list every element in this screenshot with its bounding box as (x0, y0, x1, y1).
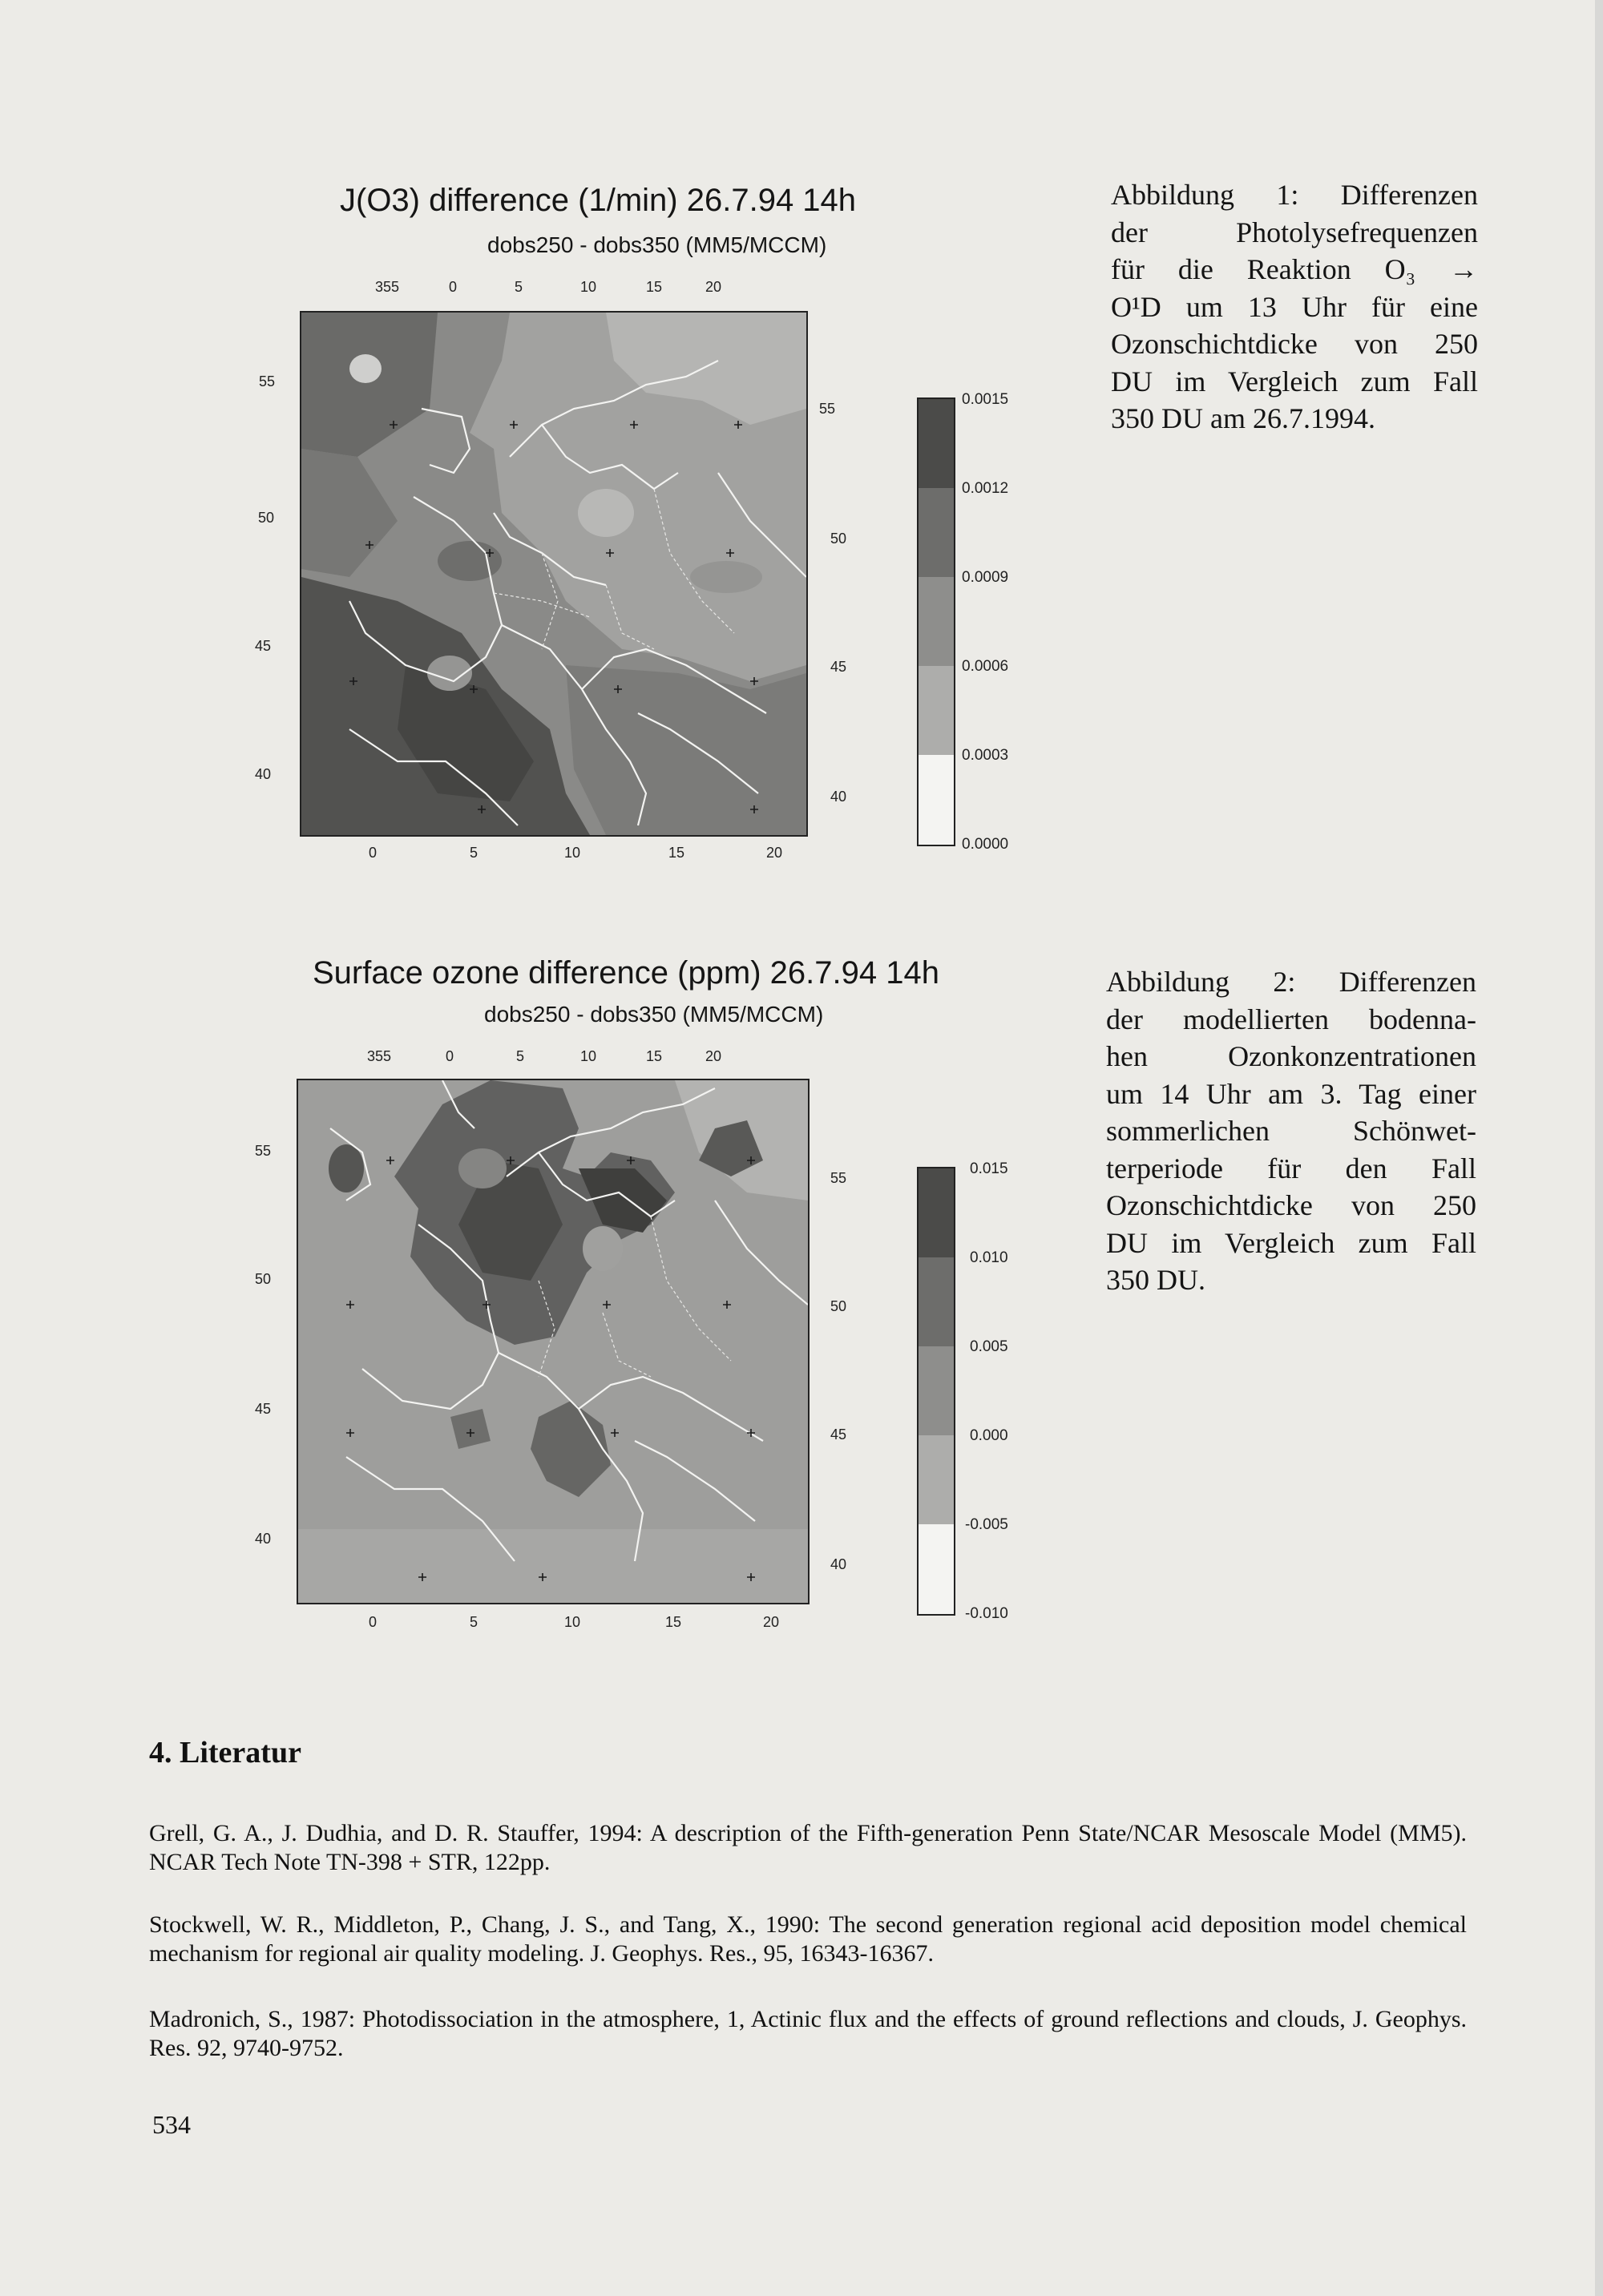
fig2-bottom-lon-tick: 15 (665, 1614, 682, 1630)
fig1-bottom-lon-tick: 0 (369, 845, 378, 861)
fig2-right-lat-tick: 45 (830, 1426, 847, 1443)
caption-line: 350 DU am 26.7.1994. (1111, 402, 1375, 434)
figure-2-subtitle: dobs250 - dobs350 (MM5/MCCM) (484, 1002, 824, 1027)
caption-line: DU im Vergleich zum Fall (1106, 1226, 1476, 1259)
fig2-bottom-lon-tick: 20 (763, 1614, 780, 1630)
fig1-top-lon-tick: 5 (515, 279, 523, 295)
fig1-bottom-lon-tick: 15 (668, 845, 685, 861)
fig2-colorbar-label: 0.000 (970, 1427, 1008, 1444)
fig1-top-lon-tick: 355 (375, 279, 400, 295)
fig2-left-lat-tick: 55 (255, 1143, 272, 1159)
figure-1-subtitle: dobs250 - dobs350 (MM5/MCCM) (487, 232, 827, 257)
fig1-right-lat-tick: 55 (819, 401, 836, 417)
fig2-colorbar-label: 0.015 (970, 1160, 1008, 1177)
fig2-top-lon-tick: 355 (367, 1048, 392, 1064)
figure-2-map (297, 1079, 810, 1604)
reference-item: Stockwell, W. R., Middleton, P., Chang, J. S., and Tang, X., 1990: The second generation regional acid deposition model chemical mechanism for regional air quality modeling. J. Geophys. Res., 95, 16343-16367. (149, 1911, 1467, 1967)
colorbar-segment (919, 755, 954, 845)
figure-1-map (300, 311, 808, 837)
caption-line: Abbildung 1: Differenzen (1111, 179, 1478, 211)
caption-line: O¹D um 13 Uhr für eine (1111, 290, 1478, 323)
figure-1-caption (1111, 176, 1478, 438)
colorbar-segment (919, 577, 954, 666)
fig1-top-lon-tick: 20 (705, 279, 722, 295)
fig2-right-lat-tick: 50 (830, 1298, 847, 1314)
caption-line: terperiode für den Fall (1106, 1152, 1476, 1184)
colorbar-segment (919, 399, 954, 488)
colorbar-segment (919, 666, 954, 755)
figure-2-map-graphic (298, 1080, 808, 1603)
caption-line: der Photolysefrequenzen (1111, 216, 1478, 248)
fig2-bottom-lon-tick: 0 (369, 1614, 378, 1630)
fig1-bottom-lon-tick: 20 (766, 845, 783, 861)
fig1-left-lat-tick: 45 (255, 638, 272, 654)
fig1-colorbar-label: 0.0009 (962, 569, 1009, 586)
fig1-colorbar-label: 0.0015 (962, 391, 1009, 408)
fig1-top-lon-tick: 0 (449, 279, 458, 295)
fig1-colorbar-label: 0.0000 (962, 836, 1009, 853)
fig1-colorbar-label: 0.0006 (962, 658, 1009, 675)
caption-line: um 14 Uhr am 3. Tag einer (1106, 1077, 1476, 1110)
colorbar-segment (919, 1257, 954, 1346)
fig2-right-lat-tick: 40 (830, 1556, 847, 1572)
fig2-colorbar-label: 0.010 (970, 1249, 1008, 1266)
page-number: 534 (152, 2110, 191, 2139)
caption-line: Ozonschichtdicke von 250 (1111, 328, 1478, 360)
fig1-colorbar-label: 0.0012 (962, 480, 1009, 497)
caption-line: Abbildung 2: Differenzen (1106, 966, 1476, 998)
fig1-bottom-lon-tick: 10 (564, 845, 581, 861)
fig2-top-lon-tick: 0 (446, 1048, 454, 1064)
fig2-colorbar-label: -0.010 (965, 1605, 1008, 1622)
colorbar-segment (919, 1346, 954, 1435)
fig2-colorbar-label: -0.005 (965, 1516, 1008, 1533)
fig2-left-lat-tick: 45 (255, 1401, 272, 1417)
caption-line: für die Reaktion O₃ → (1111, 253, 1478, 285)
figure-1-colorbar (917, 397, 955, 846)
fig2-colorbar-label: 0.005 (970, 1338, 1008, 1355)
fig2-right-lat-tick: 55 (830, 1170, 847, 1186)
fig1-right-lat-tick: 40 (830, 789, 847, 805)
colorbar-segment (919, 1168, 954, 1257)
fig2-top-lon-tick: 20 (705, 1048, 722, 1064)
figure-2-title: Surface ozone difference (ppm) 26.7.94 14h (313, 955, 939, 991)
reference-item: Madronich, S., 1987: Photodissociation in the atmosphere, 1, Actinic flux and the effects of ground reflections and clouds, J. Geophys. Res. 92, 9740-9752. (149, 2006, 1467, 2061)
fig1-right-lat-tick: 50 (830, 531, 847, 547)
fig2-top-lon-tick: 10 (580, 1048, 597, 1064)
caption-line: sommerlichen Schönwet- (1106, 1115, 1476, 1147)
figure-2-colorbar (917, 1167, 955, 1616)
fig1-top-lon-tick: 10 (580, 279, 597, 295)
fig2-top-lon-tick: 5 (516, 1048, 525, 1064)
figure-1-map-graphic (301, 313, 806, 835)
colorbar-segment (919, 488, 954, 577)
colorbar-segment (919, 1524, 954, 1614)
caption-line: DU im Vergleich zum Fall (1111, 365, 1478, 397)
fig1-left-lat-tick: 40 (255, 766, 272, 782)
fig2-left-lat-tick: 40 (255, 1531, 272, 1547)
fig1-top-lon-tick: 15 (646, 279, 663, 295)
fig1-right-lat-tick: 45 (830, 659, 847, 675)
caption-line: hen Ozonkonzentrationen (1106, 1040, 1476, 1072)
fig2-top-lon-tick: 15 (646, 1048, 663, 1064)
caption-line: Ozonschichtdicke von 250 (1106, 1189, 1476, 1221)
fig2-bottom-lon-tick: 5 (470, 1614, 478, 1630)
figure-2-caption (1106, 963, 1476, 1299)
reference-item: Grell, G. A., J. Dudhia, and D. R. Stauffer, 1994: A description of the Fifth-generation Penn State/NCAR Mesoscale Model (MM5). NCAR Tech Note TN-398 + STR, 122pp. (149, 1820, 1467, 1875)
fig2-bottom-lon-tick: 10 (564, 1614, 581, 1630)
fig2-left-lat-tick: 50 (255, 1271, 272, 1287)
colorbar-segment (919, 1435, 954, 1524)
fig1-bottom-lon-tick: 5 (470, 845, 478, 861)
fig1-left-lat-tick: 50 (258, 510, 275, 526)
figure-1-title: J(O3) difference (1/min) 26.7.94 14h (340, 183, 857, 218)
fig1-left-lat-tick: 55 (259, 373, 276, 389)
caption-line: 350 DU. (1106, 1264, 1205, 1296)
fig1-colorbar-label: 0.0003 (962, 747, 1009, 764)
caption-line: der modellierten bodenna- (1106, 1003, 1476, 1035)
literature-heading: 4. Literatur (149, 1736, 301, 1769)
